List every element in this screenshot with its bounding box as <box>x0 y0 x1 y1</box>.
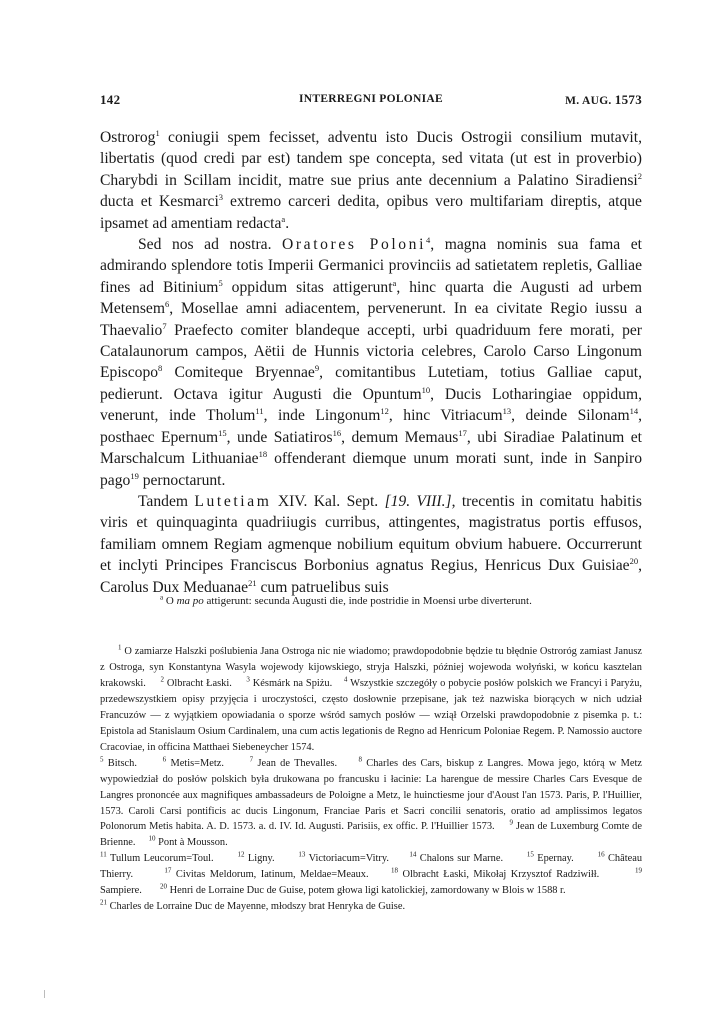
footnote-number: 3 <box>246 675 250 684</box>
footnote-number: 11 <box>100 850 107 859</box>
footnote-text: Tullum Leucorum=Toul. <box>109 853 214 865</box>
footnote-number: 1 <box>118 643 122 652</box>
running-header <box>100 92 642 110</box>
footnote-number: 21 <box>100 898 107 907</box>
footnote-number: 14 <box>409 850 417 859</box>
footnote-text: Jean de Thevalles. <box>257 757 338 769</box>
footnote-number: 13 <box>298 850 306 859</box>
editorial-date: [19. VIII.] <box>384 492 452 510</box>
footnote-number: 9 <box>509 819 514 828</box>
footnote-ref: 11 <box>255 406 264 417</box>
footnote-number: 12 <box>237 850 245 859</box>
footnote-group <box>100 851 642 899</box>
footnote-text: Sampiere. <box>100 885 142 897</box>
text: , trecentis in comitatu habitis viris et quinquaginta quadriiugis curribus, attingentes, magistratus portis effusos, familiam omnem Regiam agmenque nobilium equitum obvium habuere. Occurrerunt et inclyti Principes Franciscus Borbonius agnatus Regius, Henricus Dux Guisiae <box>100 492 643 575</box>
text: , inde Lingonum <box>263 407 381 425</box>
text: pernoctarunt. <box>138 471 226 489</box>
footnote-ref: 21 <box>248 577 257 588</box>
footnote-ref: 13 <box>502 406 512 417</box>
text: attigerunt: secunda Augusti die, inde postridie in Moensi urbe diverterunt. <box>206 595 532 607</box>
spaced-text: Oratores Poloni <box>282 236 427 254</box>
footnote-number: 20 <box>160 882 168 891</box>
text: O <box>165 595 174 607</box>
footnotes <box>100 644 642 915</box>
text: , Carolus Dux Meduanae <box>100 557 642 596</box>
footnote-ref: 17 <box>458 427 467 438</box>
footnote-ref: 4 <box>426 234 431 245</box>
text: ducta et Kesmarci <box>100 193 219 211</box>
footnote-text: Charles des Cars, biskup z Langres. Mowa jego, którą w Metz wypowiedział do posłów polskich była drukowana po francusku i łacinie: La harengue de messire Charles Cars Evesque de Langres prononcée aux magnifiques ambassadeurs de Poloigne a Metz, le huinctiesme jour d'Aoust l'an 1573. Paris, P. l'Huillier, 1573. Caroli Carsi pontificis ac ducis Lingonum, Franciae Paris et Sacri concilii senatoris, oratio ad amplissimos legatos Polonorum Metis habita. A. D. 1573. a. d. IV. Id. Augusti. Parisiis, ex offic. P. l'Huillier 1573. <box>100 757 642 833</box>
text: oppidum sitas attigerunt <box>222 278 393 296</box>
footnote-text: Jean de Luxemburg Comte de Brienne. <box>100 821 642 849</box>
text: , deinde Silonam <box>511 407 630 425</box>
footnote-number: 10 <box>148 834 156 843</box>
footnote-text: Chalons sur Marne. <box>419 853 504 865</box>
text: offenderant diemque unum morati sunt, inde in Sanpiro pago <box>100 450 642 489</box>
text: , hinc Vitriacum <box>388 407 503 425</box>
header-date <box>565 92 642 108</box>
footnote-text: Pont à Mousson. <box>158 837 228 849</box>
footnote-ref: 2 <box>637 170 642 181</box>
footnote-group <box>100 899 642 915</box>
footnote-text: Olbracht Łaski. <box>166 677 232 689</box>
text: , unde Satiatiros <box>226 428 333 446</box>
paragraph-2 <box>100 234 642 491</box>
footnote-text: Château Thierry. <box>100 853 643 881</box>
footnote-number: 2 <box>160 675 164 684</box>
text: , magna nominis sua fama et admirando splendore totis Imperii Germanici provinciis ad satietatem repletis, Galliae fines ad Bitinium <box>100 236 642 296</box>
footnote-ref: 5 <box>218 277 223 288</box>
footnote-ref: 8 <box>158 363 163 374</box>
footnote-ref: 16 <box>332 427 342 438</box>
main-text <box>100 127 642 598</box>
text: cum patruelibus suis <box>256 578 389 596</box>
page-number: 142 <box>100 92 121 107</box>
footnote-text: Bitsch. <box>107 757 137 769</box>
footnote-ref: 3 <box>218 192 224 203</box>
text: Sed nos ad nostra. <box>138 236 283 254</box>
text: . <box>285 214 290 232</box>
footnote-text: Henri de Lorraine Duc de Guise, potem głowa ligi katolickiej, zamordowany w Blois w 1588 r. <box>169 885 566 897</box>
footnote-text: O zamiarze Halszki poślubienia Jana Ostroga nic nie wiadomo; prawdopodobnie będzie tu błędnie Ostroróg zamiast Janusz z Ostroga, syn Konstantyna Wasyla wojewody kijowskiego, stryja Halszki, później wojewoda wołyński, w końcu kasztelan krakowski. <box>100 646 642 689</box>
footnote-number: 16 <box>597 850 605 859</box>
footnote-ref: 10 <box>421 384 431 395</box>
footnote-group <box>100 756 642 852</box>
footnote-number: 4 <box>343 675 348 684</box>
text: Ostrorog <box>100 129 156 146</box>
footnote-ref: 14 <box>629 406 639 417</box>
textual-footnote <box>120 593 642 609</box>
footnote-number: 18 <box>390 866 398 875</box>
footnote-mark: a <box>160 593 164 602</box>
paragraph-1 <box>100 127 642 234</box>
text: , Mosellae amni adiacentem, pervenerunt. In ea civitate Regio iussu a Thaevalio <box>100 300 642 339</box>
text: , hinc quarta die Augusti ad urbem Metensem <box>100 278 643 318</box>
footnote-number: 6 <box>162 755 167 764</box>
footnote-number: 17 <box>164 866 172 875</box>
footnote-number: 5 <box>100 755 104 764</box>
header-date-year: 1573 <box>614 92 642 107</box>
text: coniugii spem fecisset, adventu isto Ducis Ostrogii consilium mutavit, libertatis (quod credi par est) tandem spe concepta, sed vitata (ut est in proverbio) Charybdi in Scillam incidit, matre sue prius ante decennium a Palatino Siradiensi <box>100 129 642 189</box>
text: , ubi Siradiae Palatinum et Marschalcum Lithuaniae <box>100 428 642 468</box>
footnote-number: 7 <box>249 755 254 764</box>
footnote-ref: 18 <box>258 448 268 459</box>
header-date-prefix: M. AUG. <box>565 95 612 107</box>
footnote-group <box>100 644 642 756</box>
text: Tandem <box>138 492 195 510</box>
footnote-ref: a <box>281 213 286 224</box>
paragraph-3 <box>100 491 642 598</box>
footnote-text: Metis=Metz. <box>170 757 224 769</box>
text: , comitantibus Lutetiam, totius Galliae caput, pedierunt. Octava igitur Augusti die Opuntum <box>100 364 642 403</box>
footnote-ref: 1 <box>155 127 160 138</box>
footnote-ref: a <box>392 277 397 288</box>
footnote-text: Olbracht Łaski, Mikołaj Krzysztof Radziwiłł. <box>402 869 600 881</box>
footnote-ref: 15 <box>218 427 227 438</box>
footnote-ref: 7 <box>162 320 167 331</box>
footnote-text: Civitas Meldorum, Iatinum, Meldae=Meaux. <box>175 869 369 881</box>
text: , posthaec Epernum <box>100 407 643 446</box>
running-title: INTERREGNI POLONIAE <box>298 93 444 105</box>
text: XIV. Kal. Sept. <box>271 492 385 510</box>
footnote-text: Ligny. <box>247 853 275 865</box>
footnote-ref: 6 <box>164 299 170 310</box>
variant-text: ma po <box>176 595 204 607</box>
footnote-ref: 20 <box>629 555 639 566</box>
footnote-text: Charles de Lorraine Duc de Mayenne, młodszy brat Henryka de Guise. <box>109 901 406 913</box>
text: Comiteque Bryennae <box>162 364 315 382</box>
footnote-text: Késmárk na Spiżu. <box>252 677 333 689</box>
footnote-ref: 19 <box>130 470 139 481</box>
footnote-number: 15 <box>526 850 534 859</box>
footnote-number: 8 <box>358 755 362 764</box>
footnote-ref: 12 <box>380 406 389 417</box>
text: extremo carceri dedita, opibus vero multifariam direptis, atque ipsamet ad amentiam redacta <box>100 193 642 232</box>
spaced-text: Lutetiam <box>194 492 272 510</box>
footnote-ref: 9 <box>314 363 320 374</box>
text: , demum Memaus <box>341 428 459 446</box>
footnote-text: Victoriacum=Vitry. <box>308 853 389 865</box>
footnote-text: Epernay. <box>537 853 574 865</box>
footnote-number: 19 <box>635 866 643 875</box>
footnote-text: Wszystkie szczegóły o pobycie posłów polskich we Francyi i Paryżu, przedewszystkiem opisy przyjęcia i uroczystości, często dosłownie przepisane, jak też nazwiska biorących w nich udział Francuzów — z wyjątkiem opowiadania o sporze wśród samych posłów — wziął Orzelski prawdopodobnie z pisemka p. t.: Epistola ad Stanislaum Osium Cardinalem, una cum actis legationis de Regno ad Henricum Poloniae Regem. P. Namossio auctore Cracoviae, in officina Matthaei Siebeneycher 1574. <box>100 677 642 753</box>
text: , Ducis Lotharingiae oppidum, venerunt, inde Tholum <box>100 385 642 425</box>
scan-mark <box>44 990 45 998</box>
text: Praefecto comiter blandeque accepti, urbi quadriduum fere morati, per Catalaunorum campos, Aëtii de Hunnis victoria celebres, Carolo Carso Lingonum Episcopo <box>100 321 642 382</box>
